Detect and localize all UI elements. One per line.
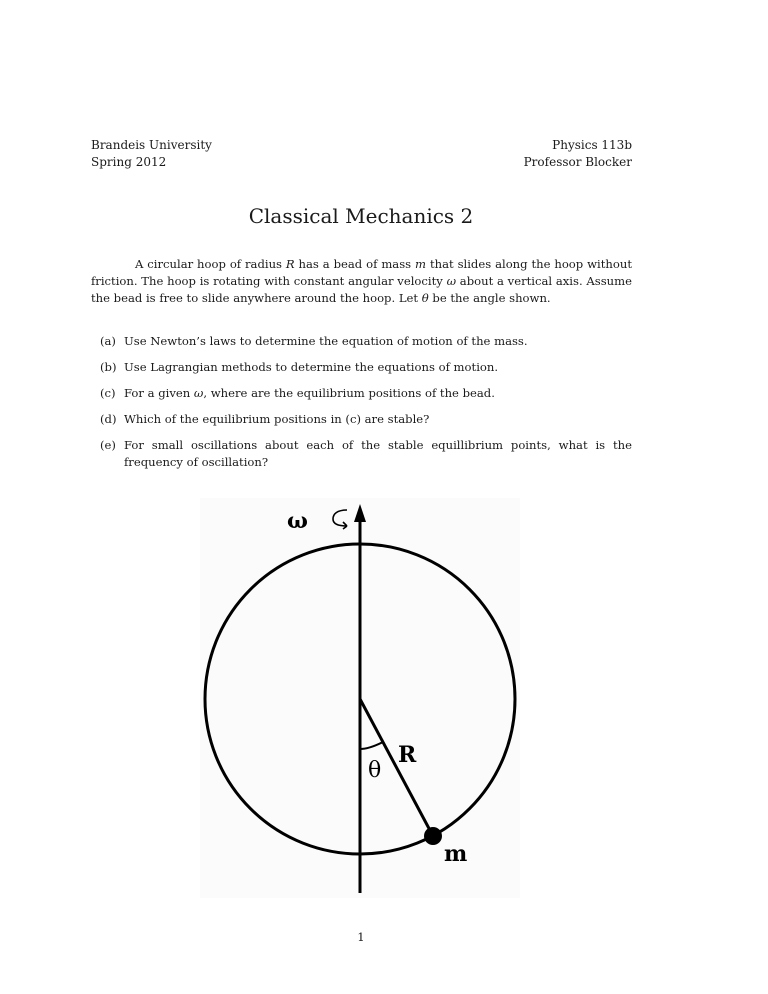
- question-label: (c): [100, 386, 116, 400]
- rotation-arrow-icon: [333, 510, 347, 529]
- var-R: R: [285, 257, 295, 271]
- axis-arrowhead: [354, 504, 366, 522]
- question-text: For a given ω, where are the equilibrium positions of the bead.: [124, 386, 495, 400]
- question-text: Which of the equilibrium positions in (c) are stable?: [124, 412, 430, 426]
- page-title: Classical Mechanics 2: [248, 204, 474, 228]
- omega-label: ω: [287, 508, 308, 534]
- question-item: [100, 437, 632, 471]
- question-label: (b): [100, 360, 117, 374]
- term: Spring 2012: [91, 155, 167, 169]
- mass-label: m: [444, 841, 468, 867]
- question-item: [100, 359, 632, 376]
- page-number: 1: [357, 930, 365, 944]
- question-text: Use Lagrangian methods to determine the equations of motion.: [124, 360, 499, 374]
- problem-statement: A circular hoop of radius R has a bead of mass m that slides along the hoop without friction. The hoop is rotating with constant angular velocity ω about a vertical axis. Assume the bead is free to slide anywhere around the hoop. Let θ be the angle shown.: [91, 257, 632, 305]
- bead-mass: [424, 827, 442, 845]
- question-label: (d): [100, 412, 117, 426]
- var-omega: ω: [446, 274, 457, 288]
- var-theta: θ: [421, 291, 429, 305]
- question-item: [100, 385, 632, 402]
- var-m: m: [415, 257, 427, 271]
- university-name: Brandeis University: [91, 138, 212, 152]
- question-label: (a): [100, 334, 116, 348]
- question-item: [100, 411, 632, 428]
- question-label: (e): [100, 438, 116, 452]
- radius-label: R: [398, 742, 417, 768]
- hoop-diagram: [200, 498, 520, 898]
- header-left: [91, 137, 212, 171]
- angle-arc: [360, 742, 383, 749]
- angle-label: θ: [368, 758, 382, 783]
- course-name: Physics 113b: [552, 138, 632, 152]
- question-list: [100, 333, 632, 480]
- question-text: For small oscillations about each of the stable equillibrium points, what is the frequency of oscillation?: [124, 438, 632, 469]
- question-text: Use Newton’s laws to determine the equation of motion of the mass.: [124, 334, 528, 348]
- professor-name: Professor Blocker: [523, 155, 632, 169]
- hoop-diagram-svg: [200, 498, 520, 898]
- question-item: [100, 333, 632, 350]
- header-right: [524, 137, 632, 171]
